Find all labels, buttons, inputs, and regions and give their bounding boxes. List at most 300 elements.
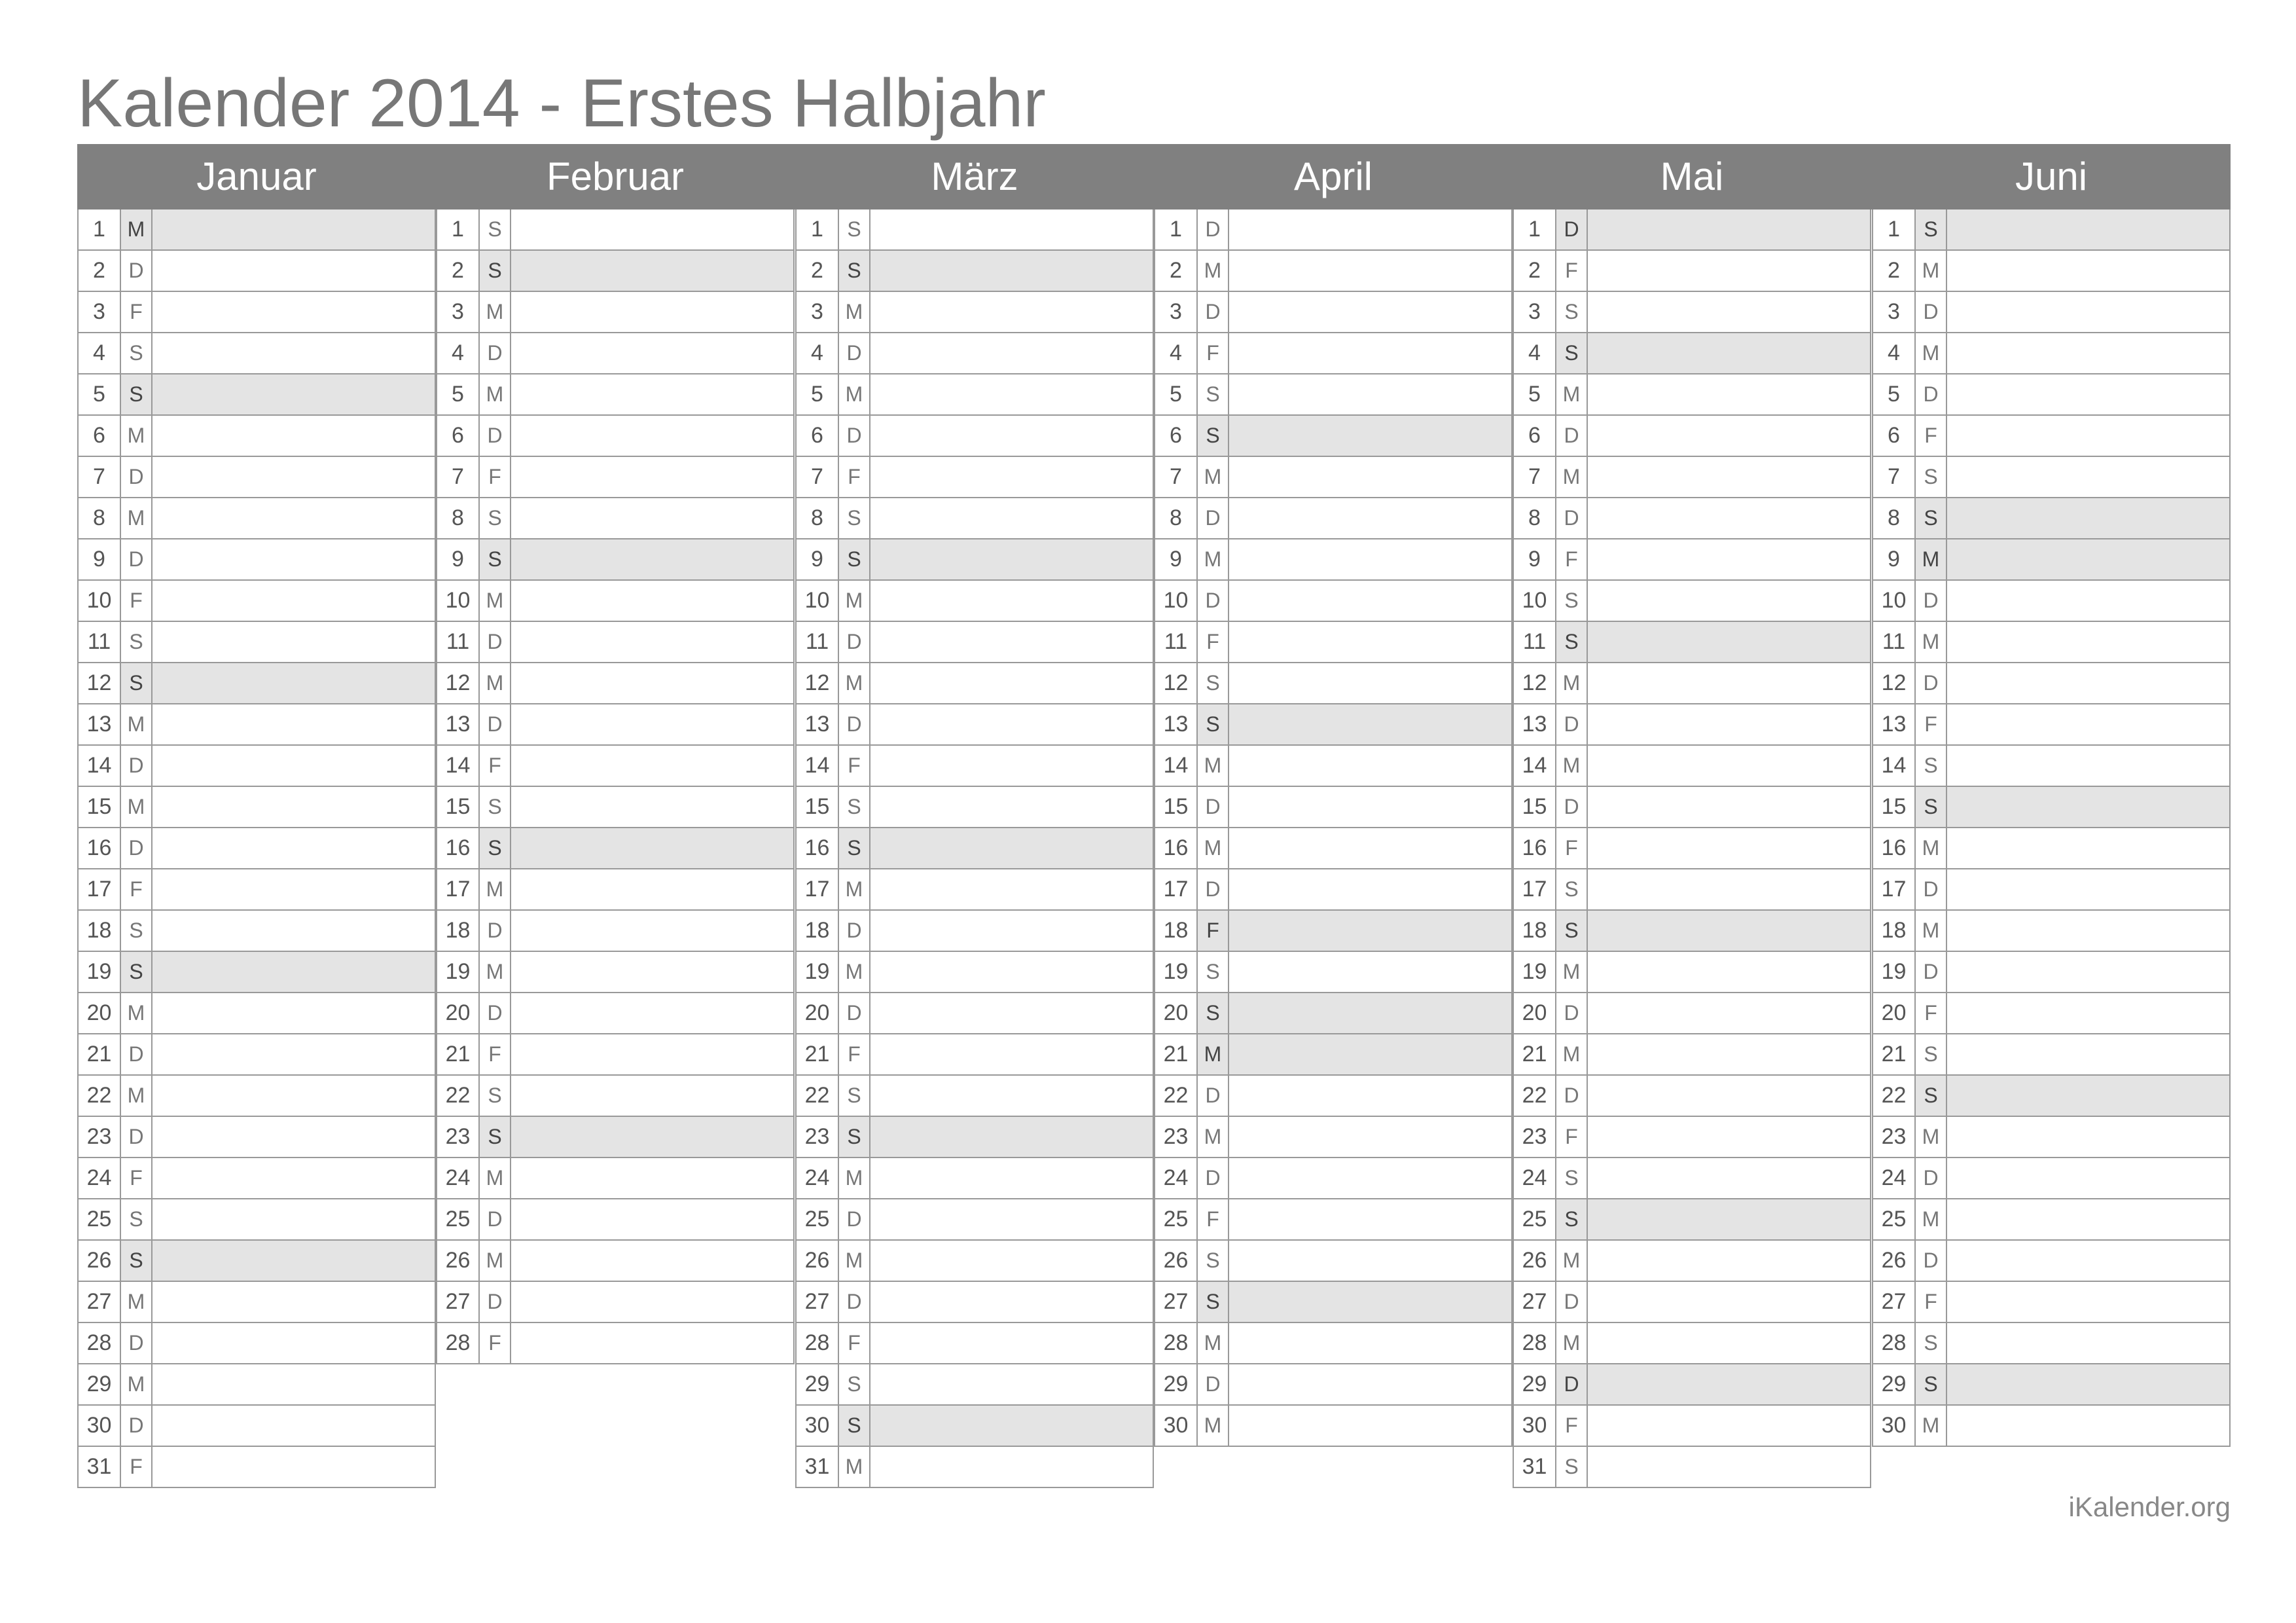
day-note-cell[interactable] — [511, 1034, 793, 1074]
day-row[interactable] — [77, 704, 436, 746]
day-row[interactable] — [1513, 1241, 1871, 1282]
day-note-cell[interactable] — [1588, 1282, 1870, 1322]
day-note-cell[interactable] — [1947, 251, 2229, 291]
day-note-cell[interactable] — [152, 1447, 435, 1487]
day-row[interactable] — [77, 1364, 436, 1406]
day-note-cell[interactable] — [870, 622, 1153, 662]
day-row[interactable] — [1154, 869, 1513, 911]
day-note-cell[interactable] — [511, 828, 793, 868]
day-row[interactable] — [436, 374, 795, 416]
day-note-cell[interactable] — [152, 581, 435, 621]
day-note-cell[interactable] — [1229, 787, 1511, 827]
day-row[interactable] — [795, 828, 1154, 869]
day-note-cell[interactable] — [152, 1034, 435, 1074]
day-row[interactable] — [1154, 498, 1513, 539]
day-note-cell[interactable] — [511, 210, 793, 249]
day-row[interactable] — [77, 1199, 436, 1241]
day-row[interactable] — [1154, 952, 1513, 993]
day-note-cell[interactable] — [870, 1158, 1153, 1198]
day-note-cell[interactable] — [1588, 911, 1870, 951]
day-note-cell[interactable] — [870, 1076, 1153, 1116]
day-note-cell[interactable] — [1947, 952, 2229, 992]
day-row[interactable] — [77, 1323, 436, 1364]
day-note-cell[interactable] — [1588, 1158, 1870, 1198]
day-row[interactable] — [1872, 1282, 2231, 1323]
day-row[interactable] — [1513, 869, 1871, 911]
day-note-cell[interactable] — [152, 1282, 435, 1322]
day-row[interactable] — [1872, 1406, 2231, 1447]
day-row[interactable] — [1154, 333, 1513, 374]
day-row[interactable] — [795, 581, 1154, 622]
day-row[interactable] — [795, 1323, 1154, 1364]
day-row[interactable] — [77, 333, 436, 374]
day-note-cell[interactable] — [1947, 374, 2229, 414]
day-note-cell[interactable] — [152, 704, 435, 744]
day-row[interactable] — [77, 1447, 436, 1488]
day-note-cell[interactable] — [870, 993, 1153, 1033]
day-note-cell[interactable] — [1588, 210, 1870, 249]
day-note-cell[interactable] — [1947, 911, 2229, 951]
day-note-cell[interactable] — [1947, 210, 2229, 249]
day-row[interactable] — [1513, 457, 1871, 498]
day-note-cell[interactable] — [152, 1406, 435, 1446]
day-row[interactable] — [1154, 911, 1513, 952]
day-row[interactable] — [436, 1199, 795, 1241]
day-note-cell[interactable] — [1947, 1323, 2229, 1363]
day-note-cell[interactable] — [1229, 993, 1511, 1033]
day-note-cell[interactable] — [1588, 993, 1870, 1033]
day-note-cell[interactable] — [152, 251, 435, 291]
day-row[interactable] — [1154, 374, 1513, 416]
day-note-cell[interactable] — [870, 1406, 1153, 1446]
day-note-cell[interactable] — [1229, 1117, 1511, 1157]
day-note-cell[interactable] — [1947, 1241, 2229, 1281]
day-row[interactable] — [795, 1447, 1154, 1488]
day-note-cell[interactable] — [152, 1158, 435, 1198]
day-row[interactable] — [1513, 952, 1871, 993]
day-note-cell[interactable] — [1947, 539, 2229, 579]
day-note-cell[interactable] — [1229, 1158, 1511, 1198]
day-note-cell[interactable] — [1229, 251, 1511, 291]
day-note-cell[interactable] — [870, 210, 1153, 249]
day-note-cell[interactable] — [1947, 416, 2229, 456]
day-row[interactable] — [77, 828, 436, 869]
day-row[interactable] — [1872, 333, 2231, 374]
day-note-cell[interactable] — [511, 663, 793, 703]
day-note-cell[interactable] — [152, 911, 435, 951]
day-note-cell[interactable] — [1947, 1117, 2229, 1157]
day-row[interactable] — [1513, 704, 1871, 746]
day-note-cell[interactable] — [1947, 828, 2229, 868]
day-row[interactable] — [77, 1117, 436, 1158]
day-row[interactable] — [1513, 1323, 1871, 1364]
day-row[interactable] — [1872, 1158, 2231, 1199]
day-row[interactable] — [436, 704, 795, 746]
day-row[interactable] — [1872, 1034, 2231, 1076]
day-row[interactable] — [795, 333, 1154, 374]
day-row[interactable] — [1872, 416, 2231, 457]
day-row[interactable] — [1154, 1034, 1513, 1076]
day-note-cell[interactable] — [511, 333, 793, 373]
day-row[interactable] — [77, 374, 436, 416]
day-note-cell[interactable] — [870, 1241, 1153, 1281]
day-row[interactable] — [436, 251, 795, 292]
day-row[interactable] — [436, 1034, 795, 1076]
day-note-cell[interactable] — [1588, 1323, 1870, 1363]
day-row[interactable] — [795, 1406, 1154, 1447]
day-row[interactable] — [1513, 1447, 1871, 1488]
day-note-cell[interactable] — [1229, 1034, 1511, 1074]
day-row[interactable] — [1872, 704, 2231, 746]
day-note-cell[interactable] — [1588, 333, 1870, 373]
day-row[interactable] — [1513, 1199, 1871, 1241]
day-row[interactable] — [1154, 1406, 1513, 1447]
day-note-cell[interactable] — [1947, 993, 2229, 1033]
day-row[interactable] — [1154, 581, 1513, 622]
day-note-cell[interactable] — [1588, 663, 1870, 703]
day-row[interactable] — [1513, 1117, 1871, 1158]
day-note-cell[interactable] — [1588, 581, 1870, 621]
day-note-cell[interactable] — [870, 251, 1153, 291]
day-note-cell[interactable] — [1588, 416, 1870, 456]
day-row[interactable] — [1872, 374, 2231, 416]
day-note-cell[interactable] — [511, 416, 793, 456]
day-note-cell[interactable] — [511, 1076, 793, 1116]
day-row[interactable] — [1872, 1199, 2231, 1241]
day-note-cell[interactable] — [870, 869, 1153, 909]
day-note-cell[interactable] — [152, 333, 435, 373]
day-note-cell[interactable] — [1947, 1364, 2229, 1404]
day-note-cell[interactable] — [1229, 1282, 1511, 1322]
day-row[interactable] — [795, 1117, 1154, 1158]
day-row[interactable] — [436, 911, 795, 952]
day-note-cell[interactable] — [870, 1282, 1153, 1322]
day-note-cell[interactable] — [152, 993, 435, 1033]
day-note-cell[interactable] — [1229, 210, 1511, 249]
day-row[interactable] — [1513, 746, 1871, 787]
day-note-cell[interactable] — [1588, 292, 1870, 332]
day-row[interactable] — [1872, 993, 2231, 1034]
day-row[interactable] — [795, 457, 1154, 498]
day-row[interactable] — [1513, 1282, 1871, 1323]
day-row[interactable] — [1154, 704, 1513, 746]
day-row[interactable] — [795, 251, 1154, 292]
day-note-cell[interactable] — [152, 498, 435, 538]
day-note-cell[interactable] — [1229, 622, 1511, 662]
day-row[interactable] — [1872, 1323, 2231, 1364]
day-row[interactable] — [436, 1241, 795, 1282]
day-note-cell[interactable] — [511, 1158, 793, 1198]
day-row[interactable] — [436, 457, 795, 498]
day-note-cell[interactable] — [1588, 539, 1870, 579]
day-row[interactable] — [1154, 787, 1513, 828]
day-note-cell[interactable] — [870, 746, 1153, 786]
day-row[interactable] — [1154, 1117, 1513, 1158]
day-row[interactable] — [436, 210, 795, 251]
day-row[interactable] — [1513, 911, 1871, 952]
day-note-cell[interactable] — [1947, 1158, 2229, 1198]
day-note-cell[interactable] — [1947, 1199, 2229, 1239]
day-row[interactable] — [436, 952, 795, 993]
day-row[interactable] — [1872, 869, 2231, 911]
day-note-cell[interactable] — [1588, 952, 1870, 992]
day-note-cell[interactable] — [511, 1282, 793, 1322]
day-row[interactable] — [1872, 787, 2231, 828]
day-note-cell[interactable] — [511, 539, 793, 579]
day-row[interactable] — [77, 622, 436, 663]
day-row[interactable] — [1513, 993, 1871, 1034]
day-row[interactable] — [1154, 416, 1513, 457]
day-note-cell[interactable] — [511, 911, 793, 951]
day-note-cell[interactable] — [1229, 911, 1511, 951]
day-row[interactable] — [436, 828, 795, 869]
day-note-cell[interactable] — [870, 1117, 1153, 1157]
day-row[interactable] — [436, 746, 795, 787]
day-note-cell[interactable] — [870, 292, 1153, 332]
day-row[interactable] — [795, 1158, 1154, 1199]
day-note-cell[interactable] — [1588, 1199, 1870, 1239]
day-note-cell[interactable] — [152, 1241, 435, 1281]
day-note-cell[interactable] — [1947, 746, 2229, 786]
day-row[interactable] — [795, 416, 1154, 457]
day-note-cell[interactable] — [870, 1364, 1153, 1404]
day-row[interactable] — [436, 1323, 795, 1364]
day-note-cell[interactable] — [152, 1364, 435, 1404]
day-row[interactable] — [77, 416, 436, 457]
day-note-cell[interactable] — [1947, 1406, 2229, 1446]
day-note-cell[interactable] — [1229, 498, 1511, 538]
day-row[interactable] — [1513, 210, 1871, 251]
day-note-cell[interactable] — [152, 1323, 435, 1363]
day-note-cell[interactable] — [152, 663, 435, 703]
day-note-cell[interactable] — [152, 869, 435, 909]
day-row[interactable] — [1513, 622, 1871, 663]
day-note-cell[interactable] — [1588, 704, 1870, 744]
day-row[interactable] — [795, 539, 1154, 581]
day-note-cell[interactable] — [511, 1117, 793, 1157]
day-row[interactable] — [1513, 1364, 1871, 1406]
day-note-cell[interactable] — [1229, 746, 1511, 786]
day-note-cell[interactable] — [1588, 374, 1870, 414]
day-row[interactable] — [436, 416, 795, 457]
day-row[interactable] — [436, 1117, 795, 1158]
day-row[interactable] — [795, 498, 1154, 539]
day-row[interactable] — [1872, 498, 2231, 539]
day-row[interactable] — [1872, 251, 2231, 292]
day-row[interactable] — [795, 993, 1154, 1034]
day-row[interactable] — [1513, 374, 1871, 416]
day-row[interactable] — [1513, 498, 1871, 539]
day-row[interactable] — [1154, 622, 1513, 663]
day-row[interactable] — [1513, 581, 1871, 622]
day-row[interactable] — [1154, 828, 1513, 869]
day-note-cell[interactable] — [152, 416, 435, 456]
day-row[interactable] — [1513, 663, 1871, 704]
day-row[interactable] — [77, 1241, 436, 1282]
day-row[interactable] — [795, 622, 1154, 663]
day-note-cell[interactable] — [1229, 663, 1511, 703]
day-row[interactable] — [1154, 1076, 1513, 1117]
day-note-cell[interactable] — [511, 622, 793, 662]
day-row[interactable] — [1154, 993, 1513, 1034]
day-row[interactable] — [77, 1076, 436, 1117]
day-row[interactable] — [1154, 746, 1513, 787]
day-row[interactable] — [77, 292, 436, 333]
day-row[interactable] — [1872, 952, 2231, 993]
day-note-cell[interactable] — [870, 1034, 1153, 1074]
day-row[interactable] — [1154, 539, 1513, 581]
day-row[interactable] — [77, 1034, 436, 1076]
day-note-cell[interactable] — [1229, 539, 1511, 579]
day-row[interactable] — [1872, 581, 2231, 622]
day-note-cell[interactable] — [1947, 663, 2229, 703]
day-row[interactable] — [436, 333, 795, 374]
day-note-cell[interactable] — [1947, 457, 2229, 497]
day-note-cell[interactable] — [1588, 746, 1870, 786]
day-row[interactable] — [795, 1364, 1154, 1406]
day-row[interactable] — [1872, 210, 2231, 251]
day-row[interactable] — [1154, 1158, 1513, 1199]
day-note-cell[interactable] — [152, 1117, 435, 1157]
day-note-cell[interactable] — [1229, 457, 1511, 497]
day-row[interactable] — [1154, 457, 1513, 498]
day-row[interactable] — [1513, 251, 1871, 292]
day-note-cell[interactable] — [870, 416, 1153, 456]
day-row[interactable] — [1154, 1282, 1513, 1323]
day-row[interactable] — [1154, 663, 1513, 704]
day-note-cell[interactable] — [511, 292, 793, 332]
day-note-cell[interactable] — [152, 457, 435, 497]
day-row[interactable] — [1872, 663, 2231, 704]
day-row[interactable] — [1154, 1323, 1513, 1364]
day-row[interactable] — [1513, 828, 1871, 869]
day-note-cell[interactable] — [1229, 581, 1511, 621]
day-row[interactable] — [795, 869, 1154, 911]
day-note-cell[interactable] — [511, 869, 793, 909]
day-row[interactable] — [77, 952, 436, 993]
day-note-cell[interactable] — [1229, 1241, 1511, 1281]
day-note-cell[interactable] — [1229, 374, 1511, 414]
day-note-cell[interactable] — [1588, 498, 1870, 538]
day-note-cell[interactable] — [152, 787, 435, 827]
day-row[interactable] — [1154, 1241, 1513, 1282]
day-row[interactable] — [77, 746, 436, 787]
day-note-cell[interactable] — [870, 374, 1153, 414]
day-note-cell[interactable] — [152, 1076, 435, 1116]
day-note-cell[interactable] — [152, 539, 435, 579]
day-note-cell[interactable] — [1947, 333, 2229, 373]
day-row[interactable] — [795, 704, 1154, 746]
day-row[interactable] — [1872, 828, 2231, 869]
day-row[interactable] — [795, 746, 1154, 787]
day-note-cell[interactable] — [511, 251, 793, 291]
day-row[interactable] — [436, 869, 795, 911]
day-row[interactable] — [77, 911, 436, 952]
day-note-cell[interactable] — [1229, 704, 1511, 744]
day-row[interactable] — [1872, 1241, 2231, 1282]
day-note-cell[interactable] — [870, 1447, 1153, 1487]
day-row[interactable] — [1154, 251, 1513, 292]
day-note-cell[interactable] — [1947, 704, 2229, 744]
day-row[interactable] — [77, 210, 436, 251]
day-row[interactable] — [1154, 210, 1513, 251]
day-row[interactable] — [436, 993, 795, 1034]
day-note-cell[interactable] — [152, 374, 435, 414]
day-note-cell[interactable] — [1229, 1364, 1511, 1404]
day-row[interactable] — [795, 374, 1154, 416]
day-note-cell[interactable] — [1947, 292, 2229, 332]
day-row[interactable] — [1513, 1406, 1871, 1447]
day-row[interactable] — [1872, 539, 2231, 581]
day-note-cell[interactable] — [152, 952, 435, 992]
day-note-cell[interactable] — [870, 911, 1153, 951]
day-note-cell[interactable] — [511, 1241, 793, 1281]
day-row[interactable] — [1154, 1199, 1513, 1241]
day-note-cell[interactable] — [870, 333, 1153, 373]
day-note-cell[interactable] — [870, 581, 1153, 621]
day-note-cell[interactable] — [1588, 1406, 1870, 1446]
day-note-cell[interactable] — [1588, 1076, 1870, 1116]
day-note-cell[interactable] — [1229, 1323, 1511, 1363]
day-note-cell[interactable] — [511, 581, 793, 621]
day-row[interactable] — [77, 1282, 436, 1323]
day-note-cell[interactable] — [511, 704, 793, 744]
day-row[interactable] — [436, 292, 795, 333]
day-note-cell[interactable] — [1229, 828, 1511, 868]
day-note-cell[interactable] — [152, 292, 435, 332]
day-note-cell[interactable] — [870, 1199, 1153, 1239]
day-note-cell[interactable] — [152, 746, 435, 786]
day-row[interactable] — [1154, 1364, 1513, 1406]
day-row[interactable] — [1872, 1364, 2231, 1406]
day-row[interactable] — [436, 539, 795, 581]
day-row[interactable] — [77, 251, 436, 292]
day-note-cell[interactable] — [1947, 1076, 2229, 1116]
day-row[interactable] — [1513, 416, 1871, 457]
day-note-cell[interactable] — [1588, 1447, 1870, 1487]
day-note-cell[interactable] — [511, 746, 793, 786]
day-row[interactable] — [795, 1199, 1154, 1241]
day-row[interactable] — [436, 1158, 795, 1199]
day-note-cell[interactable] — [511, 457, 793, 497]
day-row[interactable] — [436, 663, 795, 704]
day-note-cell[interactable] — [1229, 1406, 1511, 1446]
day-row[interactable] — [436, 1076, 795, 1117]
day-row[interactable] — [77, 539, 436, 581]
day-row[interactable] — [1872, 1076, 2231, 1117]
day-row[interactable] — [1513, 333, 1871, 374]
day-note-cell[interactable] — [1947, 1034, 2229, 1074]
day-row[interactable] — [436, 498, 795, 539]
day-row[interactable] — [1872, 622, 2231, 663]
day-row[interactable] — [77, 457, 436, 498]
day-row[interactable] — [77, 1158, 436, 1199]
day-row[interactable] — [1872, 457, 2231, 498]
day-note-cell[interactable] — [870, 498, 1153, 538]
day-note-cell[interactable] — [1229, 869, 1511, 909]
day-row[interactable] — [77, 993, 436, 1034]
day-note-cell[interactable] — [870, 828, 1153, 868]
day-row[interactable] — [795, 663, 1154, 704]
day-row[interactable] — [77, 663, 436, 704]
day-note-cell[interactable] — [1588, 828, 1870, 868]
day-note-cell[interactable] — [1229, 333, 1511, 373]
day-note-cell[interactable] — [152, 210, 435, 249]
day-note-cell[interactable] — [1588, 251, 1870, 291]
day-note-cell[interactable] — [1588, 622, 1870, 662]
day-note-cell[interactable] — [1229, 416, 1511, 456]
day-row[interactable] — [1513, 1158, 1871, 1199]
